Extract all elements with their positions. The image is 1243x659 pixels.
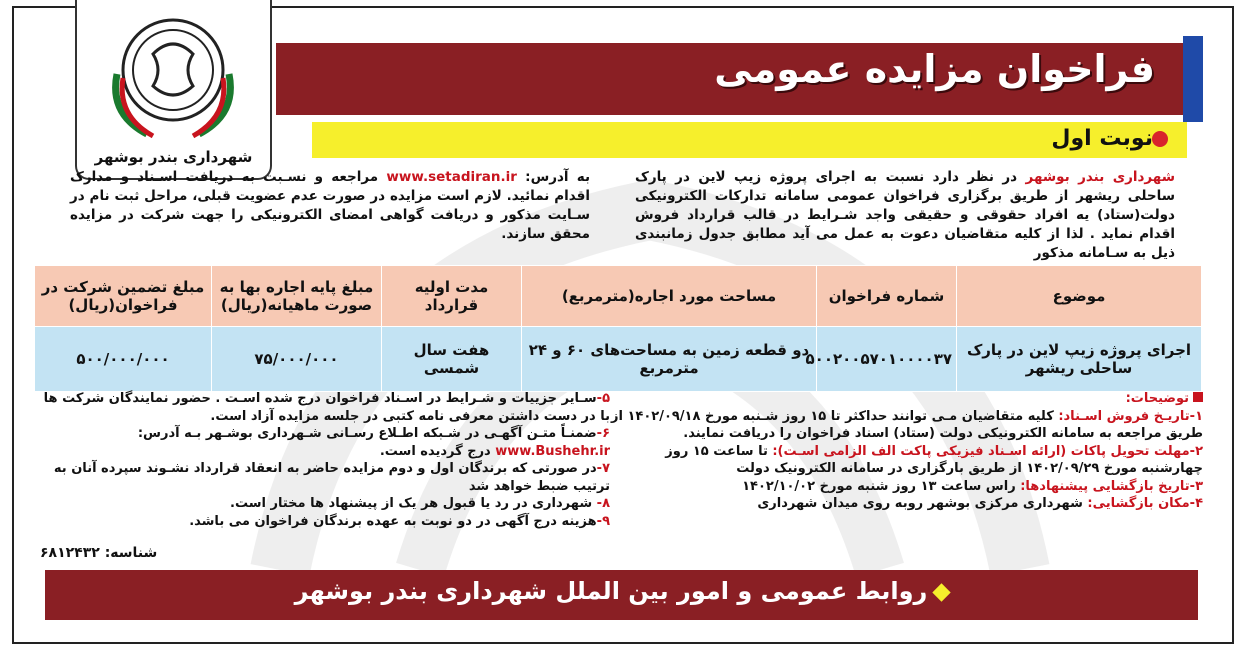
note-8 [40,495,610,513]
note-6-text: ضمنـاً متـن آگهـی در شـبکه اطـلاع رسـانی شـهرداری بوشـهر بـه آدرس: [137,426,597,441]
diamond-bullet-icon [933,583,951,601]
logo-panel [75,0,272,180]
note-6 [40,425,610,460]
note-2-label: ۲-مهلت تحویل پاکات (ارائه اسـناد فیزیکی پاکت الف الزامی اسـت): [772,443,1203,459]
note-9-text: هزینه درج آگهی در دو نوبت به عهده برندگان فراخوان می باشد. [189,513,597,529]
footer-text-wrap [45,577,1198,605]
ad-id: شناسه: ۶۸۱۲۴۳۲ [40,545,158,561]
cell-call-number: ۵۰۰۲۰۰۵۷۰۱۰۰۰۰۳۷ [817,327,957,392]
municipality-logo [87,4,260,148]
title-accent [1183,36,1203,122]
note-9-label: ۹- [596,513,610,529]
table-row [35,327,1202,392]
intro-paragraph-left [70,168,590,244]
cell-area: دو قطعه زمین به مساحت‌های ۶۰ و ۲۴ مترمربع [522,327,817,392]
note-6-label: ۶- [596,426,610,441]
note-2 [603,443,1203,478]
note-4-label: ۴-مکان بازگشایی: [1087,496,1203,511]
note-1 [603,408,1203,443]
note-4 [603,495,1203,513]
note-8-text: شهرداری در رد یا قبول هر یک از پیشنهاد ها مختار است. [230,496,597,511]
note-4-text: شهرداری مرکزی بوشهر روبه روی میدان شهرداری [757,496,1088,511]
notes-right-column [603,390,1203,513]
setadiran-link[interactable]: www.setadiran.ir [386,169,517,185]
intro-text-left: مراجعه و نسـبت به دریافت اسـناد و مدارک اقدام نمائید. لازم است مزایده در صورت عدم عضویت قبلی، مراحل ثبت نام در سـایت مذکور و دریافت گواهی امضای الکترونیکی را جهت شرکت در مزایده محقق سازند. [70,169,590,242]
header-duration: مدت اولیه قرارداد [382,266,522,327]
bullet-icon [1152,131,1168,147]
bushehr-link[interactable]: www.Bushehr.ir [495,443,610,459]
note-3-label: ۳-تاریخ بازگشایی پیشنهادها: [1020,478,1203,494]
note-5-text: سـایر جزییات و شـرایط در اسـناد فراخوان درج شده اسـت . حضور نمایندگان شرکت ها با در دست داشتن معرفی نامه کتبی در جلسه مزایده آزاد است. [43,391,610,424]
note-2-text: تا ساعت ۱۵ روز چهارشنبه مورخ ۱۴۰۲/۰۹/۲۹ از طریق بارگزاری در سامانه الکترونیک دولت [665,443,1203,476]
notes-heading [603,390,1203,408]
note-8-label: ۸- [596,496,610,511]
note-5 [40,390,610,425]
note-1-text: کلیه متقاضیان مـی توانند حداکثر تا ۱۵ روز شـنبه مورخ ۱۴۰۲/۰۹/۱۸ از طریق مراجعه به سامانه الکترونیکی دولت (ستاد) اسناد فراخوان را دریافت نمایند. [610,408,1203,441]
note-3 [603,478,1203,496]
header-area: مساحت مورد اجاره(مترمربع) [522,266,817,327]
cell-duration: هفت سال شمسی [382,327,522,392]
auction-table [34,265,1202,392]
note-6-tail: درج گردیده است. [379,443,496,459]
logo-caption: شهرداری بندر بوشهر [94,148,253,166]
notes-heading-text: توضیحات: [1125,391,1189,406]
note-5-label: ۵- [596,391,610,406]
intro-text-right: در نظر دارد نسبت به اجرای پروژه زیپ لاین در پارک ساحلی ریشهر از طریق برگزاری فراخوان عمومی سامانه تدارکات الکترونیکی دولت(ستاد) یه افراد حقوقی و حقیقی واجد شـرایط در قالب قرارداد فروش اقدام نماید . لذا از کلیه متقاضیان دعوت به عمل می آید مطابق جدول زمانبندی ذیل به سـامانه مذکور [635,169,1175,261]
header-guarantee: مبلغ تضمین شرکت در فراخوان(ریال) [35,266,212,327]
round-label: نوبت اول [1051,126,1153,151]
cell-guarantee: ۵۰۰/۰۰۰/۰۰۰ [35,327,212,392]
square-bullet-icon [1193,392,1203,402]
header-subject: موضوع [957,266,1202,327]
note-7-text: در صورتی که برندگان اول و دوم مزایده حاضر به انعقاد قرارداد نشـوند سپرده آنان به ترتیب ضبط خواهد شد [53,461,610,494]
header-base-rent: مبلغ پایه اجاره بها به صورت ماهیانه(ریال) [212,266,382,327]
note-3-text: راس ساعت ۱۳ روز شنبه مورخ ۱۴۰۲/۱۰/۰۲ [742,478,1021,494]
header-call-number: شماره فراخوان [817,266,957,327]
address-label: به آدرس: [516,169,591,185]
note-7-label: ۷- [596,461,610,476]
municipality-name: شهرداری بندر بوشهر [1025,169,1175,185]
table-header-row [35,266,1202,327]
page-title: فراخوان مزایده عمومی [714,47,1155,91]
intro-paragraph-right [635,168,1175,263]
notes-left-column [40,390,610,530]
note-7 [40,460,610,495]
note-1-label: ۱-تاریـخ فروش اسـناد: [1058,408,1203,424]
cell-subject: اجرای پروژه زیپ لاین در پارک ساحلی ریشهر [957,327,1202,392]
footer-text: روابط عمومی و امور بین الملل شهرداری بندر بوشهر [294,577,928,605]
note-9 [40,513,610,531]
cell-base-rent: ۷۵/۰۰۰/۰۰۰ [212,327,382,392]
